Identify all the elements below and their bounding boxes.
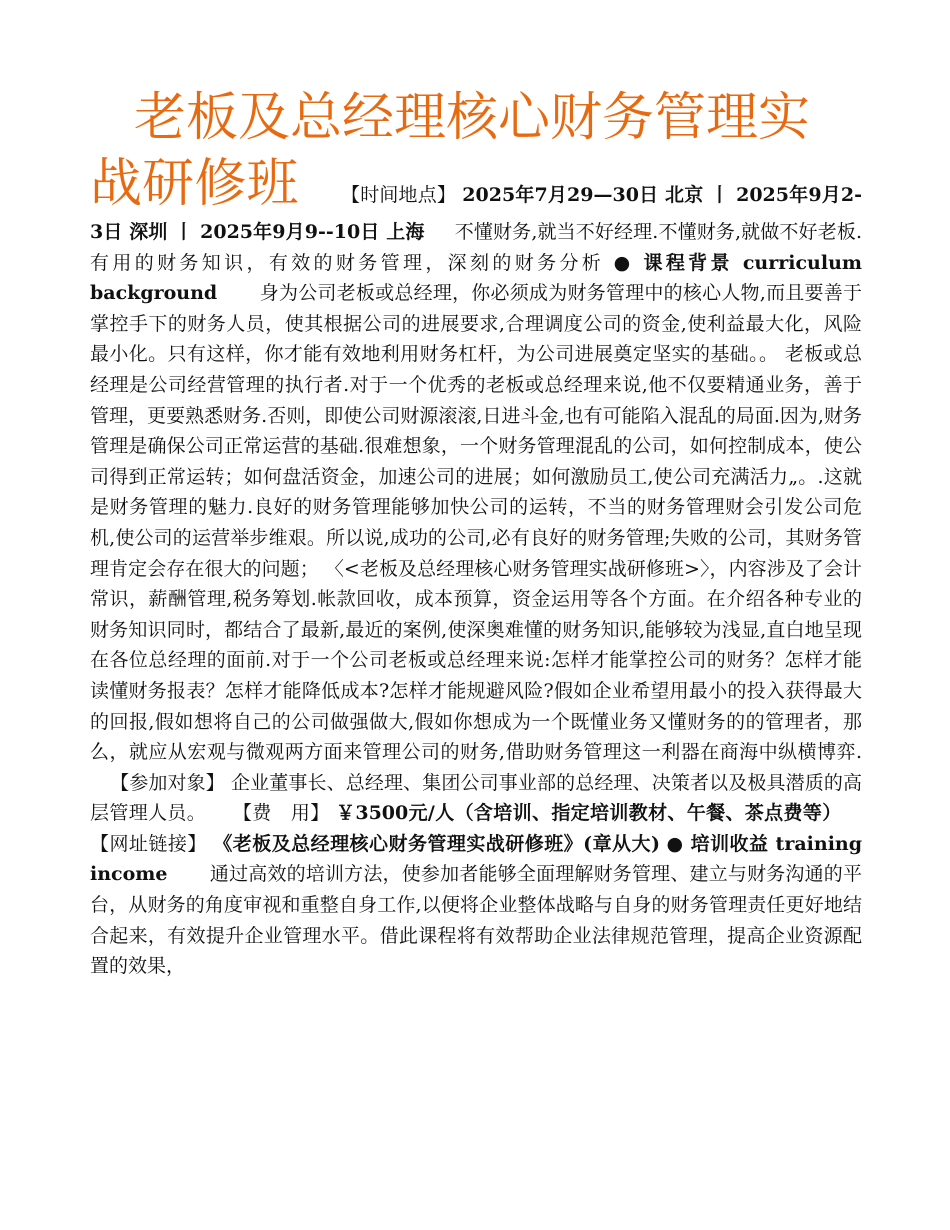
course-link[interactable]: 《老板及总经理核心财务管理实战研修班》(章从大)	[213, 832, 660, 855]
section-heading-benefit: ● 培训收益 training income	[90, 832, 863, 886]
slogan-text: 不懂财务,就当不好经理.不懂财务,就做不好老板. 有用的财务知识，有效的财务管理，深刻的财务分析	[90, 221, 862, 274]
fee-label: 【费 用】	[232, 802, 330, 825]
section-heading-background: ● 课程背景 curriculum background	[90, 251, 862, 305]
document-page	[90, 85, 862, 982]
background-paragraph: 身为公司老板或总经理，你必须成为财务管理中的核心人物,而且要善于掌控手下的财务人员，使其根据公司的进展要求,合理调度公司的资金,使利益最大化，风险最小化。只有这样，你才能有效地利用财务杠杆，为公司进展奠定坚实的基础。。 老板或总经理是公司经营管理的执行者.对于一个优秀的老板或总经理来说,他不仅要精通业务，善于管理，更要熟悉财务.否则，即使公司财源滚滚,日进斗金,也有可能陷入混乱的局面.因为,财务管理是确保公司正常运营的基础.很难想象，一个财务管理混乱的公司，如何控制成本，使公司得到正常运转；如何盘活资金，加速公司的进展；如何激励员工,使公司充满活力„。.这就是财务管理的魅力.良好的财务管理能够加快公司的运转，不当的财务管理财会引发公司危机,使公司的运营举步维艰。所以说,成功的公司,必有良好的财务管理;失败的公司，其财务管理肯定会存在很大的问题； 〈<老板及总经理核心财务管理实战研修班>〉，内容涉及了会计常识，薪酬管理,税务筹划.帐款回收，成本预算，资金运用等各个方面。在介绍各种专业的财务知识同时，都结合了最新,最近的案例,使深奥难懂的财务知识,能够较为浅显,直白地呈现在各位总经理的面前.对于一个公司老板或总经理来说:怎样才能掌控公司的财务？怎样才能读懂财务报表？怎样才能降低成本?怎样才能规避风险?假如企业希望用最小的投入获得最大的回报,假如想将自己的公司做强做大,假如你想成为一个既懂业务又懂财务的的管理者，那么，就应从宏观与微观两方面来管理公司的财务,借助财务管理这一利器在商海中纵横博弈.	[90, 282, 862, 764]
link-label: 【网址链接】	[90, 832, 207, 855]
time-place-label: 【时间地点】	[340, 184, 457, 206]
benefit-paragraph: 通过高效的培训方法，使参加者能够全面理解财务管理、建立与财务沟通的平台，从财务的角度审视和重整自身工作,以便将企业整体战略与自身的财务管理责任更好地结合起来，有效提升企业管理水平。借此课程将有效帮助企业法律规范管理，提高企业资源配置的效果，	[90, 863, 862, 978]
fee-text: ￥3500元/人（含培训、指定培训教材、午餐、茶点费等）	[336, 802, 842, 825]
session-schedule: 2025年7月29—30日 北京 丨 2025年9月2-3日 深圳 丨 2025年9月9--10日 上海	[90, 184, 862, 243]
document-body	[90, 151, 862, 982]
audience-label: 【参加对象】	[110, 771, 225, 794]
audience-text: 企业董事长、总经理、集团公司事业部的总经理、决策者以及极具潜质的高层管理人员。	[90, 771, 862, 825]
title-line-1: 老板及总经理核心财务管理实	[134, 88, 811, 148]
title-line-2: 战研修班	[90, 154, 299, 214]
document-title	[90, 85, 862, 151]
